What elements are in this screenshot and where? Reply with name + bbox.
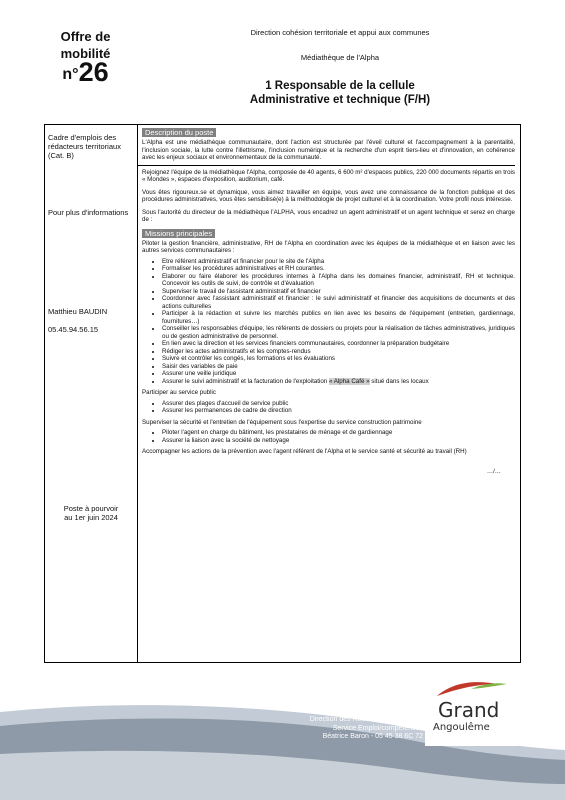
list-item-text: situé dans les locaux [369,377,429,385]
list-item: • En lien avec la direction et les services financiers communautaires, coordonner la préparation budgétaire [162,340,515,348]
document-header [150,28,530,107]
securite-list [142,429,515,444]
sidebar [45,125,138,662]
securite-intro: Superviser la sécurité et l'entretien de l'équipement sous l'expertise du service construction patrimoine [142,418,422,426]
list-item: • Assurer une veille juridique [162,370,515,378]
service-public-list [142,400,515,415]
list-item: • Piloter l'agent en charge du bâtiment, les prestataires de ménage et de gardiennage [162,429,515,437]
offer-number [38,57,133,87]
offer-title [38,28,133,85]
missions-heading: Missions principales [142,229,215,238]
description-paragraph: Sous l'autorité du directeur de la médiathèque l'ALPHA, vous encadrez un agent administratif et un agent technique et serez en charge de : [142,208,515,223]
description-paragraph: Vous êtes rigoureux.se et dynamique, vous aimez travailler en équipe, vous avez une connaissance de la fonction publique et des procédures administratives, vous êtes sensibilisé(e) à la méthodologie de projet culturel et à la coordination. Votre profil nous intéresse. [142,188,515,203]
contact-name: Matthieu BAUDIN [48,307,108,316]
offer-title-line2: mobilité [60,46,111,61]
footer-line3: Béatrice Baron - 05 45 38 6C 72 [322,733,423,740]
list-item: • Assurer des plages d'accueil de service public [162,400,515,408]
main-content [138,125,520,662]
service-public-intro: Participer au service public [142,389,216,396]
description-heading: Description du poste [142,128,216,137]
start-date-line2: au 1er juin 2024 [64,513,118,522]
footer [0,668,565,800]
missions-list [142,258,515,386]
list-item: • Coordonner avec l'assistant administratif et financier : le suivi administratif et financier des acquisitions de documents et des actions culturelles [162,295,515,310]
list-item [162,378,515,386]
footer-contact [310,716,423,742]
list-item: • Conseiller les responsables d'équipe, les référents de dossiers ou projets pour la réalisation de tâches administratives, juridiques ou de gestion administrative de personnel. [162,325,515,340]
list-item: • Participer à la rédaction et suivre les marchés publics en lien avec les besoins de l'équipement (entretien, gardiennage, fournitures…) [162,310,515,325]
logo-word-angouleme: Angoulême [433,722,490,733]
cadre-emplois: Cadre d'emplois des rédacteurs territoriaux (Cat. B) [48,133,121,160]
service-name: Médiathèque de l'Alpha [300,53,380,62]
list-item: • Assurer les permanences de cadre de direction [162,407,515,415]
offer-frame [44,124,521,663]
start-date [48,504,134,522]
offer-number-label: n° [62,66,79,83]
job-title-line2: Administrative et technique (F/H) [249,94,431,106]
list-item: • Formaliser les procédures administratives et RH courantes. [162,265,515,273]
list-item: • Etre référent administratif et financier pour le site de l'Alpha [162,258,515,266]
offer-title-line1: Offre de [60,29,111,44]
prevention-paragraph: Accompagner les actions de la prévention avec l'agent référent de l'Alpha et le service santé et sécurité au travail (RH) [142,448,467,455]
start-date-line1: Poste à pourvoir [63,504,119,513]
description-paragraph: Rejoignez l'équipe de la médiathèque l'Alpha, composée de 40 agents, 6 600 m² d'espaces publics, 220 000 documents répartis en trois « Mondes », espaces d'exposition, auditorium, café. [142,168,515,183]
contact-phone: 05.45.94.56.15 [48,325,99,334]
list-item: • Assurer la liaison avec la société de nettoyage [162,437,515,445]
divider [138,165,515,166]
footer-line1: Direction des Ressources Humaines [309,716,423,723]
grand-angouleme-logo [425,676,518,746]
continued-marker: …/… [486,467,501,475]
list-item: • Elaborer ou faire élaborer les procédures internes à l'Alpha dans les domaines financier, administratif, RH et technique. Concevoir les outils de suivi, de contrôle et d'évaluation [162,273,515,288]
missions-intro: Piloter la gestion financière, administrative, RH de l'Alpha en coordination avec les équipes de la médiathèque et en liaison avec les autres services communautaires : [142,239,515,254]
job-title-line1: 1 Responsable de la cellule [265,80,415,92]
list-item: • Superviser le travail de l'assistant administratif et financier [162,288,515,296]
offer-number-value: 26 [78,57,109,87]
logo-word-grand: Grand [438,698,500,722]
list-item: • Rédiger les actes administratifs et les comptes-rendus [162,348,515,356]
list-item: • Suivre et contrôler les congés, les formations et les évaluations [162,355,515,363]
more-info-label: Pour plus d'informations [48,208,129,217]
footer-line2: Service Emploi/compétences [332,724,423,732]
description-paragraph: L'Alpha est une médiathèque communautaire, dont l'action est structurée par l'éveil culturel et l'accompagnement à la parentalité, l'inclusion sociale, la lutte contre l'illettrisme, l'inclusion numérique et la recherche d'un esprit tiers-lieu et d'innovation, en cohérence avec les enjeux sociaux et environnementaux de la communauté. [142,139,515,161]
alpha-cafe-highlight: « Alpha Café » [328,377,370,385]
logo-swoosh-icon [425,676,518,700]
list-item-text: Assurer le suivi administratif et la facturation de l'exploitation [162,377,329,385]
list-item: • Saisir des variables de paie [162,363,515,371]
job-title [150,79,530,107]
direction-name: Direction cohésion territoriale et appui aux communes [250,28,430,37]
